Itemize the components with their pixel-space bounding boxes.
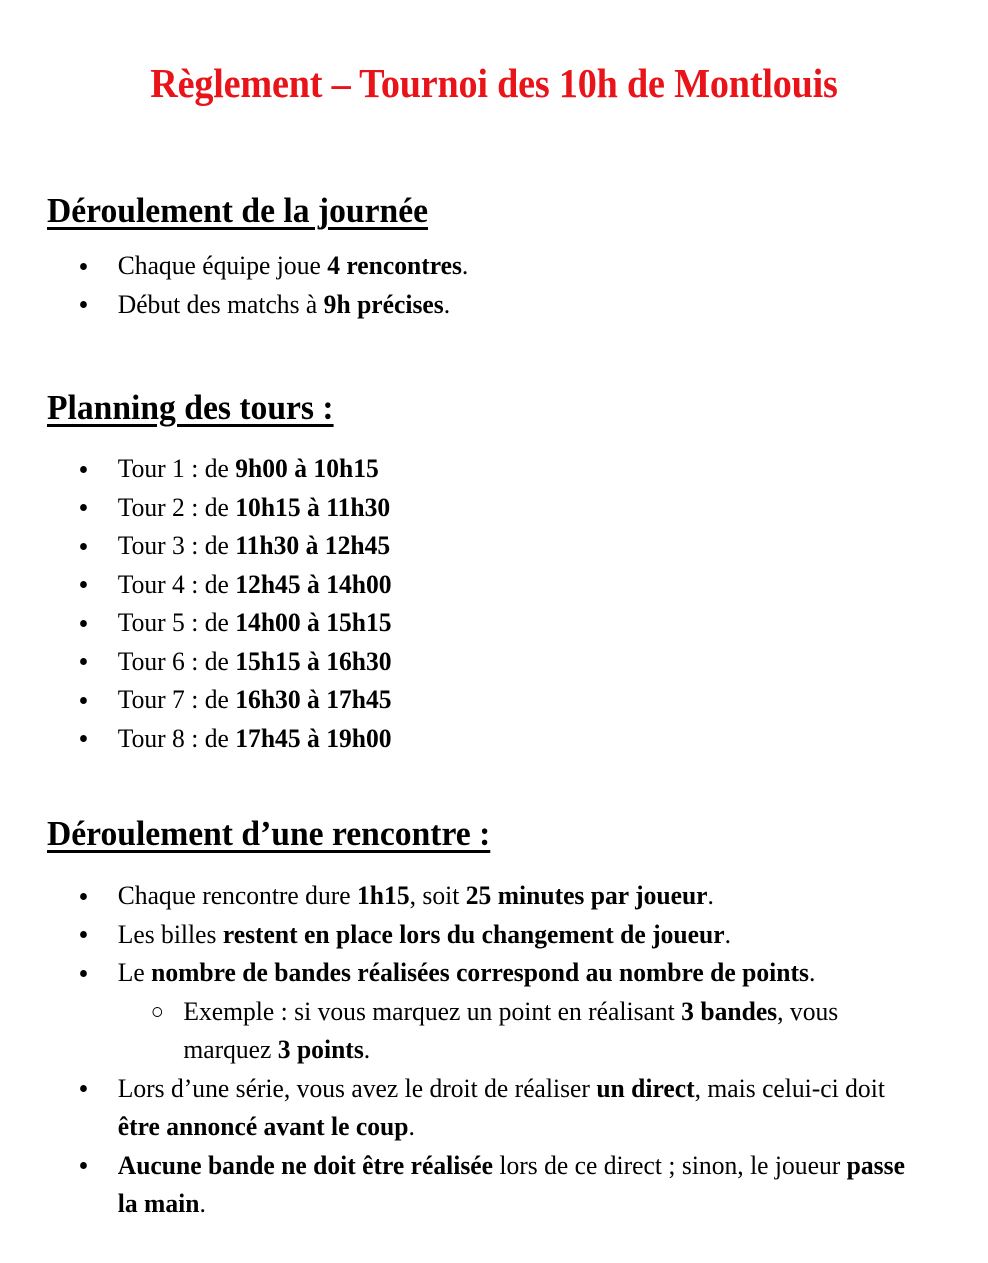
list-item	[0, 246, 953, 285]
emphasis-text: 3 bandes	[681, 995, 778, 1026]
body-text: Exemple : si vous marquez un point en réalisant	[183, 995, 682, 1026]
bullet-dot-icon	[80, 603, 87, 642]
bullet-dot-icon	[80, 1069, 87, 1108]
emphasis-text: 3 points	[277, 1034, 364, 1064]
body-text: , soit	[409, 880, 466, 910]
body-text: Tour 3 : de	[117, 530, 236, 560]
list-deroulement-journee	[0, 246, 988, 323]
body-text: Tour 4 : de	[117, 568, 236, 599]
body-text: Tour 5 : de	[117, 607, 236, 637]
bullet-dot-icon	[80, 915, 87, 954]
emphasis-text: 14h00 à 15h15	[235, 607, 392, 637]
body-text: .	[724, 918, 731, 949]
page-title: Règlement – Tournoi des 10h de Montlouis	[150, 60, 838, 107]
emphasis-text: 10h15 à 11h30	[235, 491, 391, 522]
list-item	[0, 953, 953, 1069]
list-item	[0, 565, 953, 604]
body-text: .	[808, 957, 816, 987]
emphasis-text: 25 minutes par joueur	[465, 880, 708, 910]
body-text: .	[707, 880, 714, 910]
body-text: Tour 8 : de	[117, 722, 236, 753]
list-item	[0, 719, 953, 758]
emphasis-text: 12h45 à 14h00	[235, 568, 392, 599]
list-item	[0, 876, 953, 915]
body-text: .	[363, 1034, 371, 1064]
bullet-dot-icon	[80, 565, 87, 604]
dot-glyph	[80, 931, 87, 938]
bullet-dot-icon	[80, 953, 87, 992]
sub-list-item	[118, 992, 907, 1069]
body-text: .	[408, 1111, 415, 1141]
body-text: , mais celui-ci doit	[694, 1072, 885, 1103]
list-item	[0, 915, 953, 954]
dot-glyph	[80, 466, 87, 473]
dot-glyph	[80, 1085, 87, 1092]
list-item	[0, 642, 953, 681]
dot-glyph	[80, 620, 87, 627]
emphasis-text: Aucune bande ne doit être réalisée	[117, 1149, 493, 1180]
list-item	[0, 526, 953, 565]
dot-glyph	[80, 893, 87, 900]
list-item	[0, 285, 953, 324]
circle-glyph	[152, 1007, 162, 1017]
dot-glyph	[80, 543, 87, 550]
dot-glyph	[80, 263, 87, 270]
emphasis-text: 4 rencontres	[327, 250, 462, 280]
body-text: Lors d’une série, vous avez le droit de réaliser	[117, 1072, 597, 1103]
body-text: Tour 1 : de	[117, 453, 236, 483]
bullet-dot-icon	[80, 246, 87, 285]
emphasis-text: 9h précises	[323, 288, 444, 319]
section-heading-deroulement-rencontre: Déroulement d’une rencontre :	[47, 814, 491, 854]
dot-glyph	[80, 1162, 87, 1169]
dot-glyph	[80, 970, 87, 977]
list-item	[0, 1146, 953, 1223]
body-text: Chaque équipe joue	[117, 250, 328, 280]
list-planning-tours	[0, 449, 988, 757]
emphasis-text: restent en place lors du changement de joueur	[222, 918, 725, 949]
emphasis-text: 9h00 à 10h15	[235, 453, 379, 483]
dot-glyph	[80, 504, 87, 511]
list-item	[0, 680, 953, 719]
emphasis-text: être annoncé avant le coup	[117, 1111, 409, 1141]
body-text: Le	[117, 957, 152, 987]
body-text: Chaque rencontre dure	[117, 880, 358, 910]
body-text: Tour 6 : de	[117, 645, 236, 676]
sub-list	[118, 992, 907, 1069]
bullet-dot-icon	[80, 719, 87, 758]
dot-glyph	[80, 658, 87, 665]
bullet-dot-icon	[80, 876, 87, 915]
list-item	[0, 449, 953, 488]
bullet-dot-icon	[80, 1146, 87, 1185]
bullet-dot-icon	[80, 526, 87, 565]
dot-glyph	[80, 301, 87, 308]
emphasis-text: passe la main	[117, 1149, 905, 1218]
emphasis-text: nombre de bandes réalisées correspond au nombre de points	[151, 957, 809, 987]
emphasis-text: 1h15	[357, 880, 410, 910]
sub-bullet-circle-icon	[152, 992, 162, 1031]
body-text: Tour 2 : de	[117, 491, 236, 522]
body-text: lors de ce direct ; sinon, le joueur	[492, 1149, 847, 1180]
section-heading-planning-tours: Planning des tours :	[47, 388, 334, 428]
body-text: Début des matchs à	[117, 288, 324, 319]
body-text: .	[443, 288, 451, 319]
list-item	[0, 488, 953, 527]
body-text: Les billes	[117, 918, 223, 949]
bullet-dot-icon	[80, 449, 87, 488]
emphasis-text: 11h30 à 12h45	[235, 530, 391, 560]
dot-glyph	[80, 581, 87, 588]
bullet-dot-icon	[80, 680, 87, 719]
emphasis-text: 16h30 à 17h45	[235, 684, 392, 714]
body-text: .	[461, 250, 469, 280]
dot-glyph	[80, 697, 87, 704]
body-text: .	[199, 1188, 206, 1218]
list-deroulement-rencontre	[0, 876, 988, 1223]
emphasis-text: un direct	[596, 1072, 695, 1103]
emphasis-text: 17h45 à 19h00	[235, 722, 392, 753]
emphasis-text: 15h15 à 16h30	[235, 645, 392, 676]
body-text: , vous marquez	[183, 995, 839, 1064]
body-text: Tour 7 : de	[117, 684, 236, 714]
section-heading-deroulement-journee: Déroulement de la journée	[47, 191, 429, 231]
bullet-dot-icon	[80, 642, 87, 681]
list-item	[0, 1069, 953, 1146]
dot-glyph	[80, 735, 87, 742]
bullet-dot-icon	[80, 488, 87, 527]
list-item	[0, 603, 953, 642]
bullet-dot-icon	[80, 285, 87, 324]
